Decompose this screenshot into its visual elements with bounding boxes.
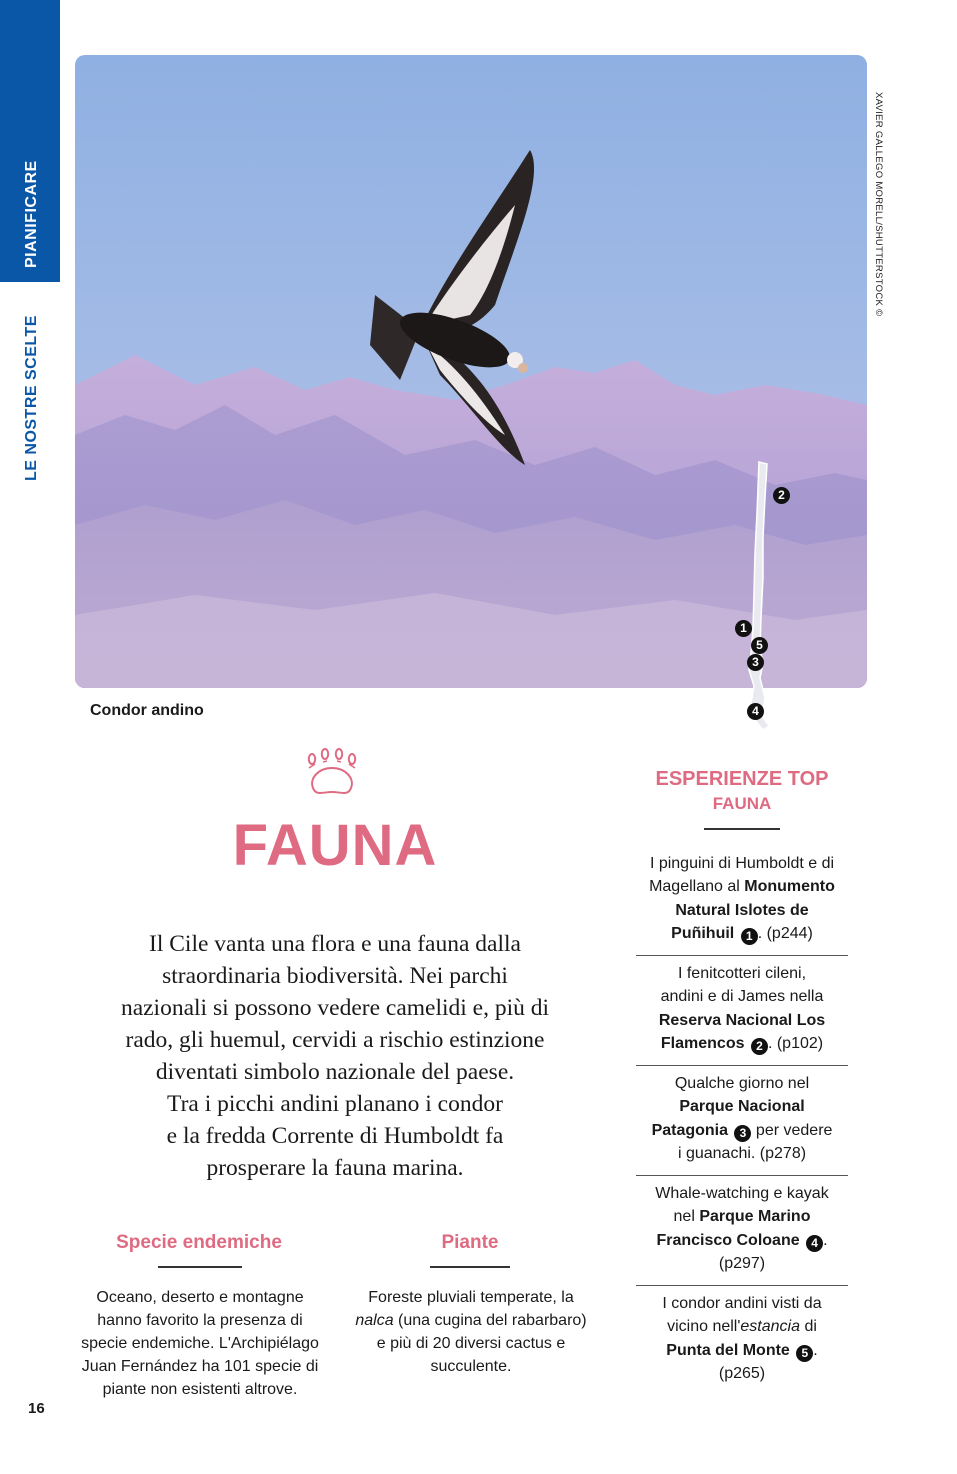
top-item-1: I pinguini di Humboldt e di Magellano al Monumento Natural Islotes de Puñihuil 1 . (p244) [636, 846, 848, 956]
top-item-2: I fenitcotteri cileni, andini e di James nella Reserva Nacional Los Flamencos 2 . (p102) [636, 956, 848, 1066]
section-label: PIANIFICARE [23, 160, 40, 268]
top-experiences-box [636, 766, 848, 1395]
map-marker-2: 2 [773, 487, 790, 504]
plants-heading: Piante [441, 1232, 499, 1253]
page-title: FAUNA [232, 813, 438, 878]
top-item-4: Whale-watching e kayak nel Parque Marino Francisco Coloane 4 . (p297) [636, 1176, 848, 1286]
divider [704, 828, 780, 830]
map-marker-3: 3 [747, 654, 764, 671]
endemic-species-text: Oceano, deserto e montagne hanno favorito la presenza di specie endemiche. L'Archipiélago Juan Fernández ha 101 specie di piante non esistenti altrove. [81, 1289, 319, 1398]
top-item-5: I condor andini visti da vicino nell'estancia di Punta del Monte 5 . (p265) [662, 1294, 822, 1382]
page-number: 16 [28, 1400, 45, 1417]
paw-icon [303, 744, 363, 802]
marker-1: 1 [741, 928, 758, 945]
subsection-label: LE NOSTRE SCELTE [23, 315, 40, 481]
marker-2: 2 [751, 1038, 768, 1055]
plants-text: Foreste pluviali temperate, la nalca (una cugina del rabarbaro) e più di 20 diversi cactus e succulente. [355, 1289, 587, 1375]
marker-3: 3 [734, 1125, 751, 1142]
marker-4: 4 [806, 1235, 823, 1252]
photo-credit: XAVIER GALLEGO MORELL/SHUTTERSTOCK © [873, 92, 884, 317]
map-marker-1: 1 [735, 620, 752, 637]
endemic-species-heading: Specie endemiche [116, 1232, 282, 1253]
intro-text: Il Cile vanta una flora e una fauna dalla straordinaria biodiversità. Nei parchi nazionali si possono vedere camelidi e, più di rado, gli huemul, cervidi a rischio estinzione diventati simbolo nazionale del paese. Tra i picchi andini planano i condor e la fredda Corrente di Humboldt fa prosperare la fauna marina. [120, 931, 550, 1181]
map-marker-5: 5 [751, 637, 768, 654]
map-marker-4: 4 [747, 703, 764, 720]
divider [158, 1266, 242, 1268]
top-experiences-title: ESPERIENZE TOP FAUNA [655, 768, 829, 813]
chile-map [727, 458, 797, 734]
divider [430, 1266, 510, 1268]
photo-caption: Condor andino [90, 702, 204, 719]
marker-5: 5 [796, 1345, 813, 1362]
top-item-3: Qualche giorno nel Parque Nacional Patagonia 3 per vedere i guanachi. (p278) [636, 1066, 848, 1176]
